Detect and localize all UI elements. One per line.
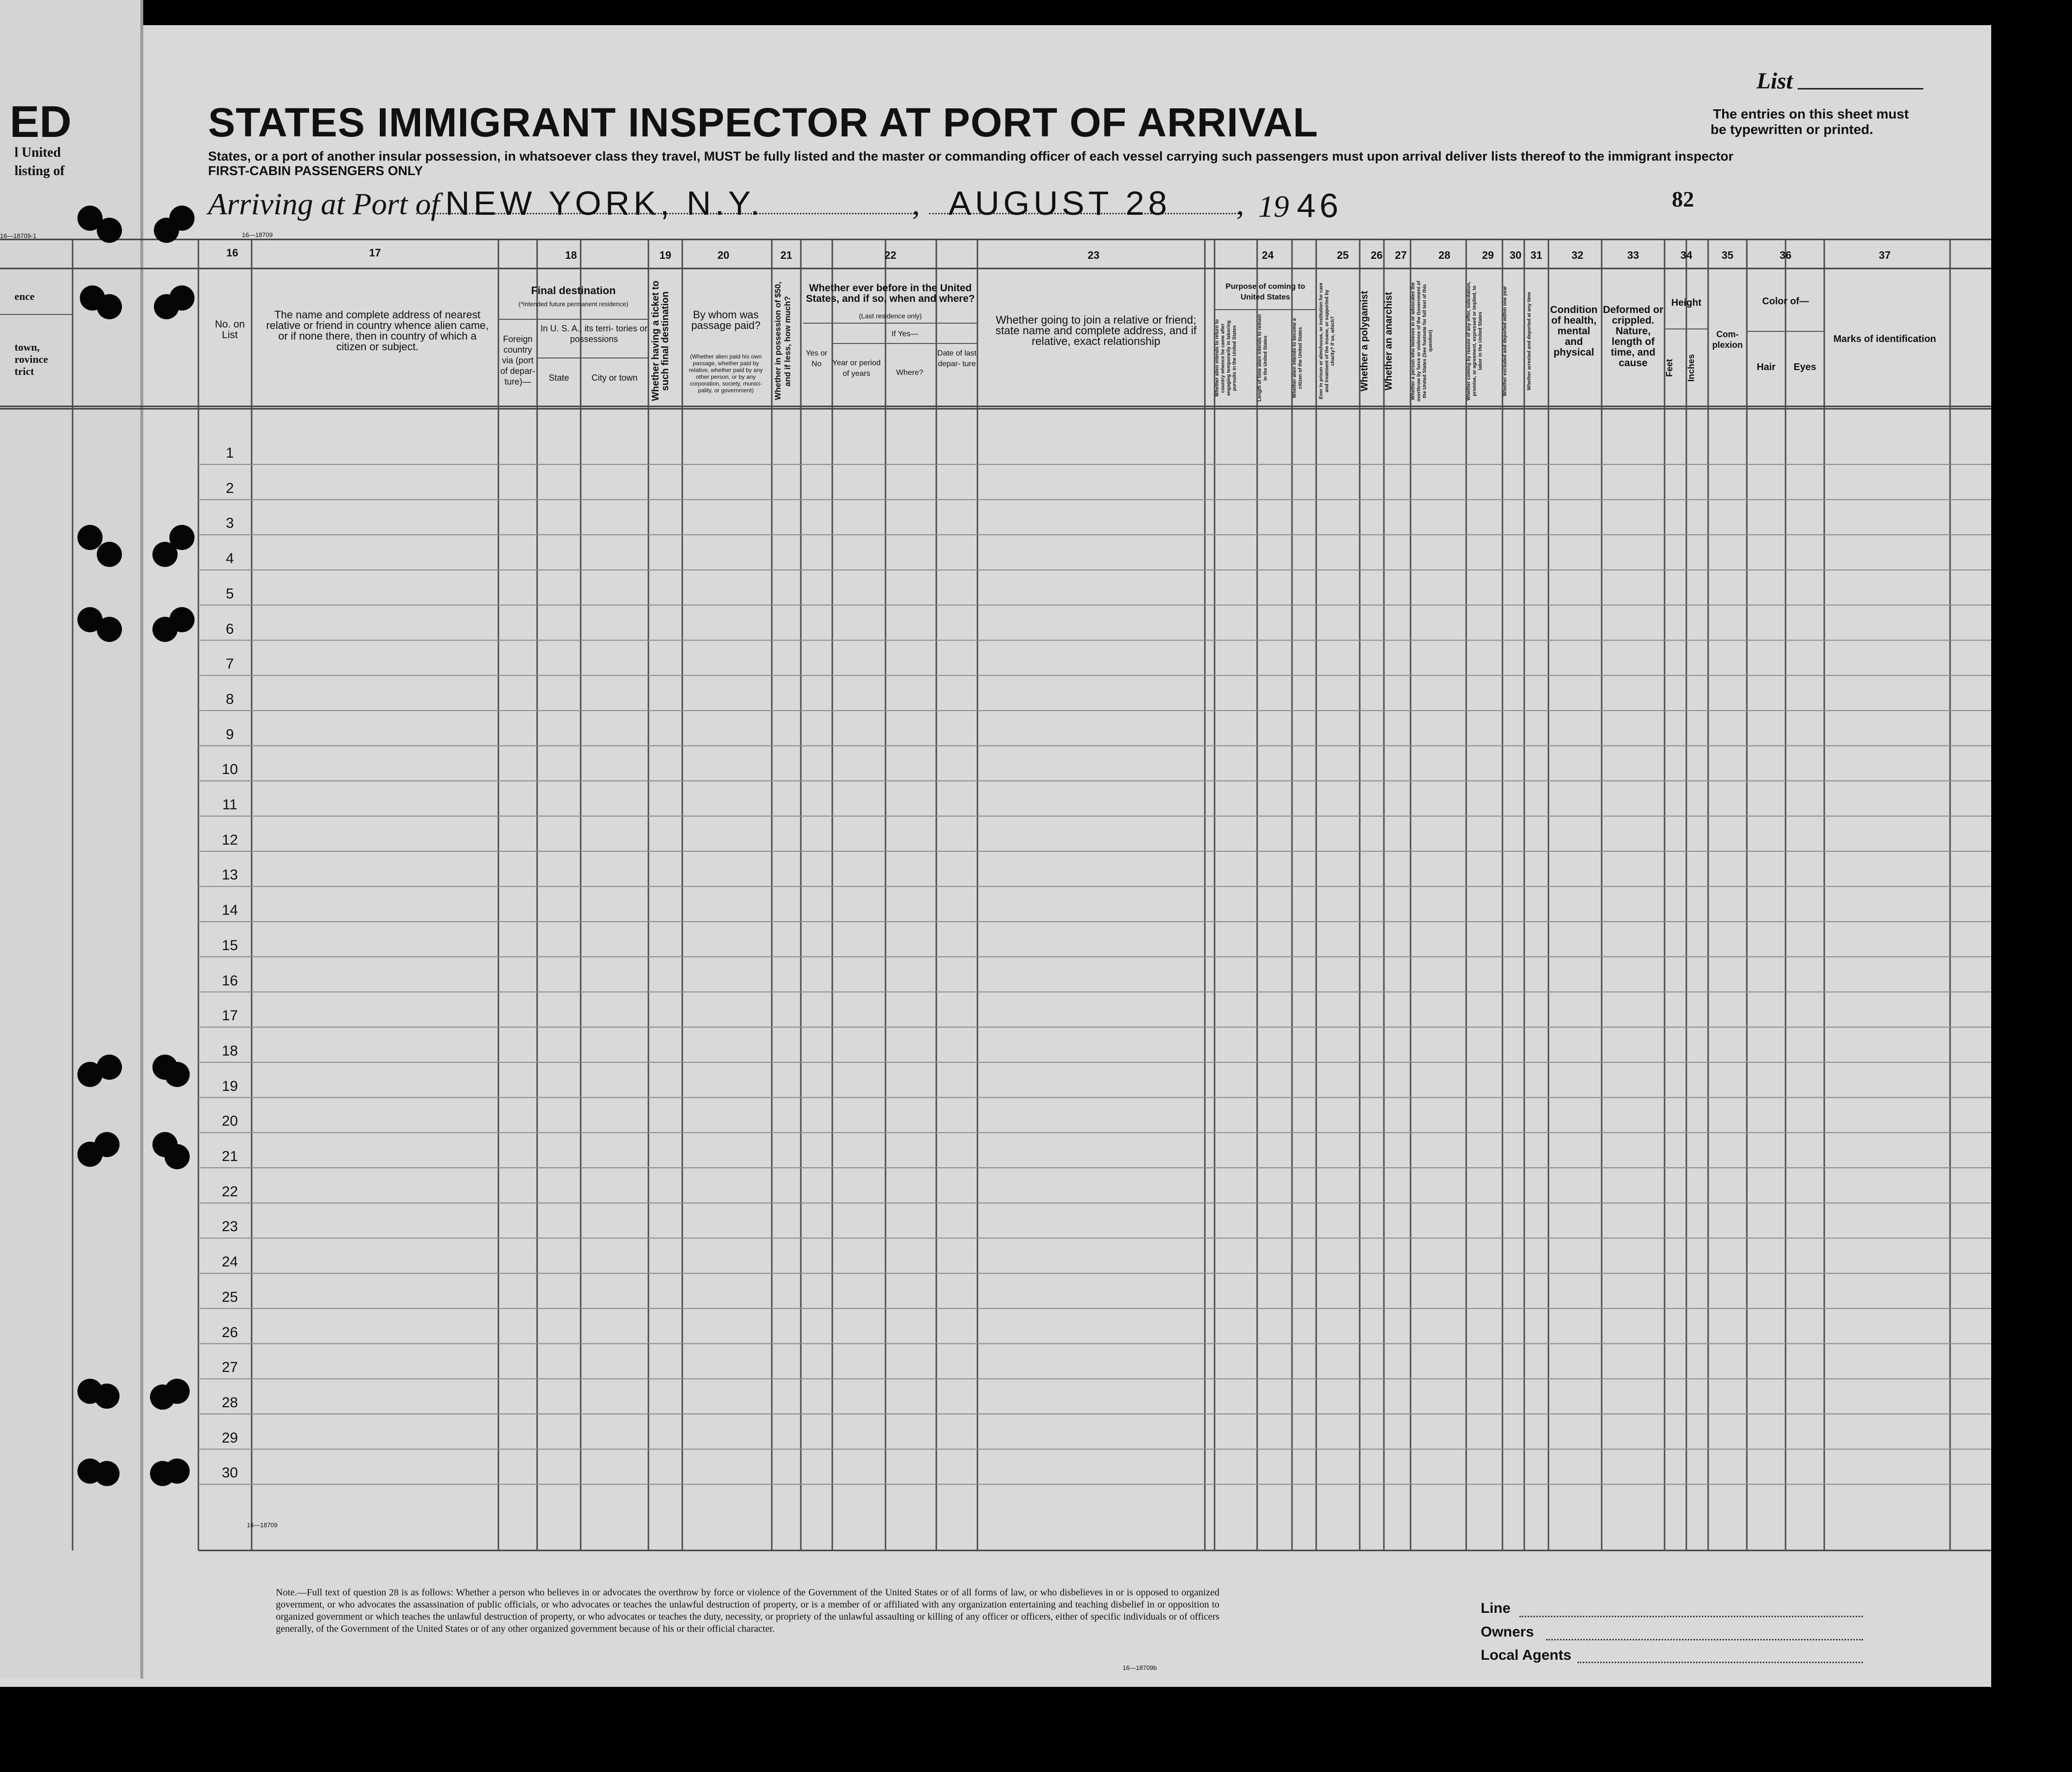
header-anarchist: Whether an anarchist	[1383, 292, 1394, 390]
row-number: 29	[222, 1430, 238, 1446]
header-last-residence: (Last residence only)	[859, 312, 922, 320]
column-25-number: 25	[1336, 249, 1349, 261]
punch-hole	[94, 1384, 120, 1409]
header-year-period: Year or period of years	[832, 359, 881, 378]
local-agents-label: Local Agents	[1481, 1647, 1572, 1663]
header-yes-no: Yes or No	[806, 349, 827, 368]
header-nearest-relative: The name and complete address of nearest relative or friend in country whence alien came, or if none there, then in country of which a citizen or subject.	[266, 309, 489, 353]
typed-note-line-2: be typewritten or printed.	[1711, 122, 1874, 137]
form-title: STATES IMMIGRANT INSPECTOR AT PORT OF ARRIVAL	[208, 100, 1319, 145]
punch-hole	[77, 525, 103, 550]
punch-hole	[94, 1461, 120, 1486]
owners-label: Owners	[1481, 1624, 1534, 1640]
punch-hole	[169, 607, 195, 632]
column-32-number: 32	[1571, 249, 1584, 261]
row-number: 18	[222, 1042, 238, 1059]
header-inches: Inches	[1686, 354, 1696, 382]
column-31-number: 31	[1530, 249, 1543, 261]
header-ticket: Whether having a ticket to such final destination	[650, 281, 671, 402]
arrival-date: AUGUST 28	[948, 184, 1171, 222]
header-purpose-a: Whether alien intends to return to country whence he came after engaging temporarily in laboring pursuits in the United States	[1215, 319, 1237, 397]
column-16-number: 16	[226, 247, 239, 259]
column-19-number: 19	[659, 249, 672, 261]
header-in-usa: In U. S. A., its terri- tories or possessions	[540, 324, 648, 344]
header-complexion: Com- plexion	[1712, 329, 1743, 350]
form-code-top: 16—18709	[242, 231, 273, 238]
comma-2: ,	[1236, 187, 1244, 221]
row-number: 24	[222, 1254, 238, 1270]
footnote-question-28: Note.—Full text of question 28 is as follows: Whether a person who believes in or advocates the overthrow by force or violence of the Government of the United States or of all forms of law, or who disbelieves in or is opposed to organized government, or who advocates the assassination of public officials, or who advocates or teaches the unlawful destruction of property, or is a member of or affiliated with any organization entertaining and teaching disbelief in or opposition to organized government or which teaches the unlawful destruction of property, or who advocates or teaches the duty, necessity, or propriety of the unlawful assaulting or killing of any officer or officers, either of specific individuals or of officers generally, of the Government of the United States or of any other organized government because of his or their official character.	[276, 1587, 1219, 1634]
row-number: 12	[222, 832, 238, 848]
column-33-number: 33	[1627, 249, 1639, 261]
list-label: List	[1757, 68, 1793, 94]
header-city: City or town	[591, 373, 638, 383]
local-agents-blank	[1577, 1662, 1863, 1663]
header-deformed: Deformed or crippled. Nature, length of time, and cause	[1603, 304, 1664, 369]
header-purpose: Purpose of coming to United States	[1225, 283, 1306, 301]
row-number: 30	[222, 1465, 238, 1481]
column-23-number: 23	[1087, 249, 1100, 261]
column-29-number: 29	[1482, 249, 1494, 261]
punch-hole	[97, 617, 122, 642]
header-eyes: Eyes	[1793, 362, 1817, 372]
row-number: 7	[225, 656, 234, 672]
punch-hole	[165, 1459, 190, 1484]
header-q29: Whether coming by reason of any offer, solicitation, promise, or agreement, expressed or implied, to labor in the United States	[1466, 281, 1483, 401]
column-21-number: 21	[780, 249, 793, 261]
column-37-number: 37	[1878, 249, 1891, 261]
row-number: 10	[222, 761, 238, 778]
column-35-number: 35	[1721, 249, 1734, 261]
column-24-number: 24	[1261, 249, 1274, 261]
typed-note-line-1: The entries on this sheet must	[1713, 106, 1909, 121]
header-purpose-b: Length of time alien intends to remain in the United States	[1257, 314, 1268, 402]
punch-hole	[97, 1055, 122, 1080]
row-number: 2	[225, 480, 234, 496]
header-q28: Whether a person who believes in or advocates the overthrow by force or violence of the Government of the United States (See footnote for full text of this question)	[1411, 281, 1433, 402]
column-22-number: 22	[884, 249, 897, 261]
row-number: 5	[225, 585, 234, 602]
header-q31: Whether arrested and deported at any time	[1527, 292, 1532, 390]
column-26-number: 26	[1370, 249, 1383, 261]
column-18-number: 18	[565, 249, 577, 261]
header-date-departure: Date of last depar- ture	[937, 349, 976, 368]
comma-1: ,	[912, 187, 920, 221]
header-if-yes: If Yes—	[891, 330, 918, 338]
column-17-number: 17	[369, 247, 381, 259]
previous-page-title: ED	[10, 97, 72, 147]
row-number: 26	[222, 1324, 238, 1340]
row-number: 15	[222, 937, 238, 953]
punch-hole	[97, 218, 122, 243]
row-number: 28	[222, 1394, 238, 1411]
previous-page-column-4: trict	[15, 365, 34, 377]
header-height: Height	[1671, 298, 1702, 308]
column-20-number: 20	[717, 249, 730, 261]
line-blank	[1519, 1616, 1863, 1617]
header-foreign-country: Foreign country via (port of depar- ture)—	[500, 334, 536, 387]
header-by-whom-note: (Whether alien paid his own passage, whether paid by relative, whether paid by any other person, or by any corporation, society, munici- pality, or government)	[689, 353, 763, 394]
header-by-whom: By whom was passage paid?	[691, 309, 761, 331]
punch-hole	[165, 1144, 190, 1169]
column-28-number: 28	[1438, 249, 1451, 261]
row-number: 6	[225, 621, 234, 637]
header-feet: Feet	[1665, 358, 1674, 377]
column-30-number: 30	[1509, 249, 1522, 261]
row-number: 27	[222, 1359, 238, 1376]
header-q30: Whether excluded and deported within one year	[1502, 286, 1508, 396]
row-number: 22	[222, 1183, 238, 1200]
arrival-port: NEW YORK, N.Y.	[445, 184, 764, 222]
header-color-of: Color of—	[1762, 296, 1809, 307]
punch-hole	[97, 542, 122, 567]
header-polygamist: Whether a polygamist	[1359, 291, 1370, 391]
form-subtitle: States, or a port of another insular possession, in whatsoever class they travel, MUST be fully listed and the master or commanding officer of each vessel carrying such passengers must upon arrival deliver lists thereof to the immigrant inspector	[208, 149, 1734, 164]
row-number: 16	[222, 972, 238, 989]
header-join-relative: Whether going to join a relative or friend; state name and complete address, and if relative, exact relationship	[995, 313, 1197, 347]
header-hair: Hair	[1757, 362, 1776, 372]
form-code-left: 16—18709-1	[0, 232, 37, 239]
row-number: 19	[222, 1078, 238, 1094]
header-marks: Marks of identification	[1833, 334, 1937, 344]
header-state: State	[548, 373, 570, 383]
column-36-number: 36	[1779, 249, 1792, 261]
arrival-year-prefix: 19	[1258, 189, 1289, 223]
arrival-prefix: Arriving at Port of	[208, 187, 440, 221]
header-possession-50: Whether in possession of $50, and if less, how much?	[773, 282, 792, 401]
header-where: Where?	[896, 369, 924, 377]
previous-page-column-1: ence	[15, 290, 35, 302]
row-number: 4	[225, 551, 234, 567]
header-ever-before: Whether ever before in the United States, and if so, when and where?	[806, 283, 975, 304]
punch-hole	[94, 1132, 120, 1157]
row-number: 9	[225, 726, 234, 743]
header-condition: Condition of health, mental and physical	[1550, 304, 1598, 358]
passenger-class-line: FIRST-CABIN PASSENGERS ONLY	[208, 164, 423, 178]
line-label: Line	[1481, 1600, 1511, 1616]
punch-hole	[169, 206, 195, 231]
punch-hole	[165, 1062, 190, 1087]
row-number: 3	[225, 515, 234, 532]
header-no-on-list: No. on List	[215, 319, 245, 341]
row-number: 11	[222, 797, 238, 813]
row-number: 21	[222, 1148, 238, 1164]
punch-hole	[169, 525, 195, 550]
row-number: 25	[222, 1289, 238, 1305]
form-code-bottom: 16—18709	[247, 1521, 278, 1529]
previous-page-column-2: town,	[15, 341, 40, 353]
form-code-footnote: 16—18709b	[1123, 1664, 1157, 1671]
page-number: 82	[1672, 187, 1694, 211]
header-ever-prison: Ever in prison or almshouse, or institution for care and treatment of the insane, or supported by charity? If so, which?	[1319, 283, 1336, 400]
row-number: 23	[222, 1219, 238, 1235]
row-number: 8	[225, 691, 234, 707]
column-34-number: 34	[1680, 249, 1693, 261]
previous-page-column-3: rovince	[15, 353, 48, 365]
punch-hole	[169, 285, 195, 311]
column-27-number: 27	[1395, 249, 1407, 261]
header-purpose-c: Whether alien intends to become a citizen of the United States	[1292, 318, 1303, 398]
punch-hole	[97, 294, 122, 319]
row-number: 14	[222, 902, 238, 919]
arrival-year-suffix: 46	[1297, 187, 1342, 224]
owners-blank	[1546, 1639, 1863, 1640]
previous-page-line-2: listing of	[15, 164, 65, 179]
header-final-destination: Final destination	[531, 284, 616, 297]
row-number: 17	[222, 1008, 238, 1024]
row-number: 20	[222, 1113, 238, 1130]
header-final-destination-note: (*Intended future permanent residence)	[518, 300, 629, 308]
row-number: 13	[222, 867, 238, 883]
previous-page-line-1: l United	[15, 145, 61, 160]
punch-hole	[165, 1379, 190, 1404]
row-number: 1	[225, 445, 234, 461]
